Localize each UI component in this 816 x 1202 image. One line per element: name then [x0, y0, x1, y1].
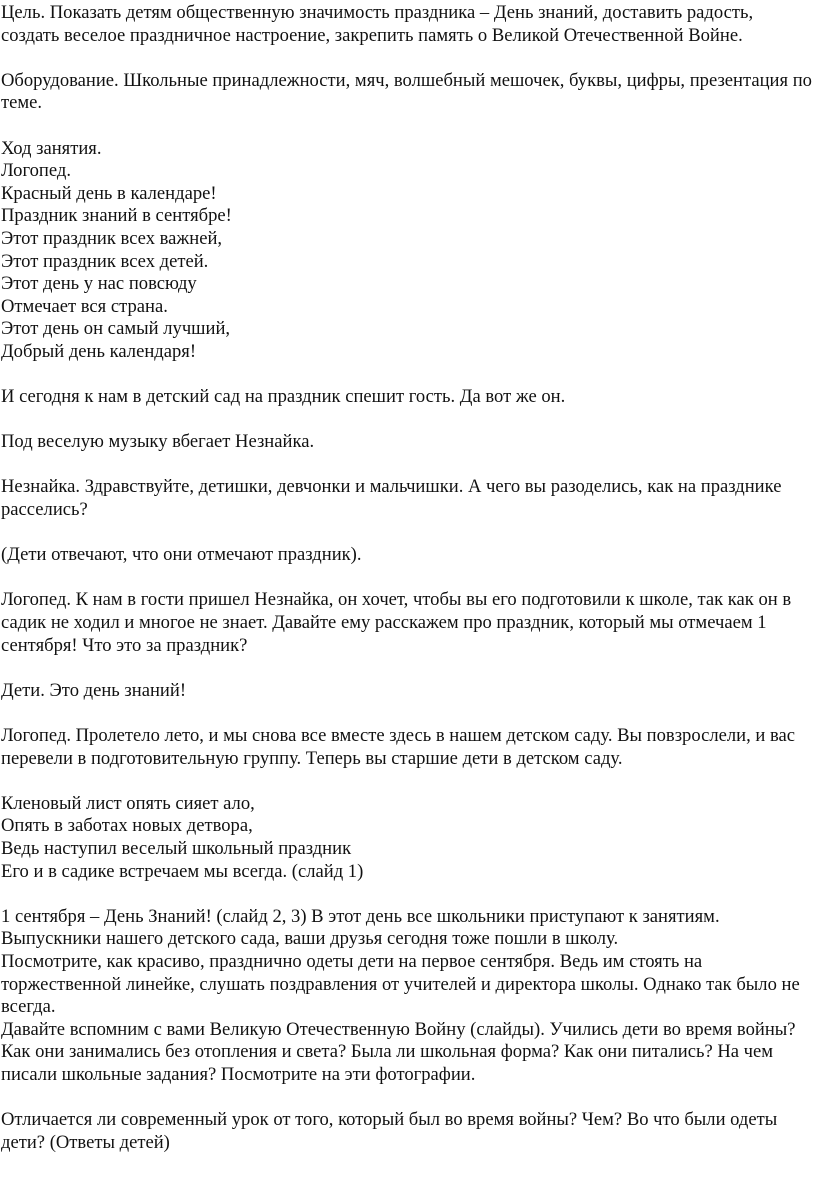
paragraph-equipment: Оборудование. Школьные принадлежности, мяч, волшебный мешочек, буквы, цифры, презентация по теме. [1, 69, 812, 114]
paragraph-neznaika-greeting: Незнайка. Здравствуйте, детишки, девчонки и мальчишки. А чего вы разоделись, как на празднике расселись? [1, 476, 782, 521]
paragraph-goal: Цель. Показать детям общественную значимость праздника – День знаний, доставить радость, создать веселое праздничное настроение, закрепить память о Великой Отечественной Войне. [1, 2, 754, 46]
paragraph-guest: И сегодня к нам в детский сад на праздник спешит гость. Да вот же он. [1, 386, 566, 408]
document-body [1, 2, 813, 1177]
paragraph-children-knowledge-day: Дети. Это день знаний! [1, 679, 187, 701]
paragraph-modern-lesson: Отличается ли современный урок от того, который был во время войны? Чем? Во что были одеты дети? (Ответы детей) [1, 1109, 778, 1153]
paragraph-neznaika-enters: Под веселую музыку вбегает Незнайка. [1, 431, 315, 453]
paragraph-lesson-poem: Ход занятия. Логопед. Красный день в календаре! Праздник знаний в сентябре! Этот праздник всех важней, Этот праздник всех детей. Этот день у нас повсюду Отмечает вся страна. Этот день он самый лучший, Добрый день календаря! [1, 137, 232, 362]
paragraph-september-first: 1 сентября – День Знаний! (слайд 2, 3) В этот день все школьники приступают к занятиям. Выпускники нашего детского сада, ваши друзья сегодня тоже пошли в школу. Посмотрите, как красиво, празднично одеты дети на первое сентября. Ведь им стоять на торжественной линейке, слушать поздравления от учителей и директора школы. Однако так было не всегда. Давайте вспомним с вами Великую Отечественную Войну (слайды). Учились дети во время войны? Как они занимались без отопления и света? Была ли школьная форма? Как они питались? На чем писали школьные задания? Посмотрите на эти фотографии. [1, 905, 800, 1085]
paragraph-children-answer: (Дети отвечают, что они отмечают праздник). [1, 544, 362, 566]
paragraph-maple-poem: Кленовый лист опять сияет ало, Опять в заботах новых детвора, Ведь наступил веселый школьный праздник Его и в садике встречаем мы всегда. (слайд 1) [1, 792, 364, 882]
paragraph-logoped-summer: Логопед. Пролетело лето, и мы снова все вместе здесь в нашем детском саду. Вы повзрослели, и вас перевели в подготовительную группу. Теперь вы старшие дети в детском саду. [1, 725, 796, 769]
paragraph-logoped-guest: Логопед. К нам в гости пришел Незнайка, он хочет, чтобы вы его подготовили к школе, так как он в садик не ходил и многое не знает. Давайте ему расскажем про праздник, который мы отмечаем 1 сентября! Что это за праздник? [1, 589, 792, 656]
